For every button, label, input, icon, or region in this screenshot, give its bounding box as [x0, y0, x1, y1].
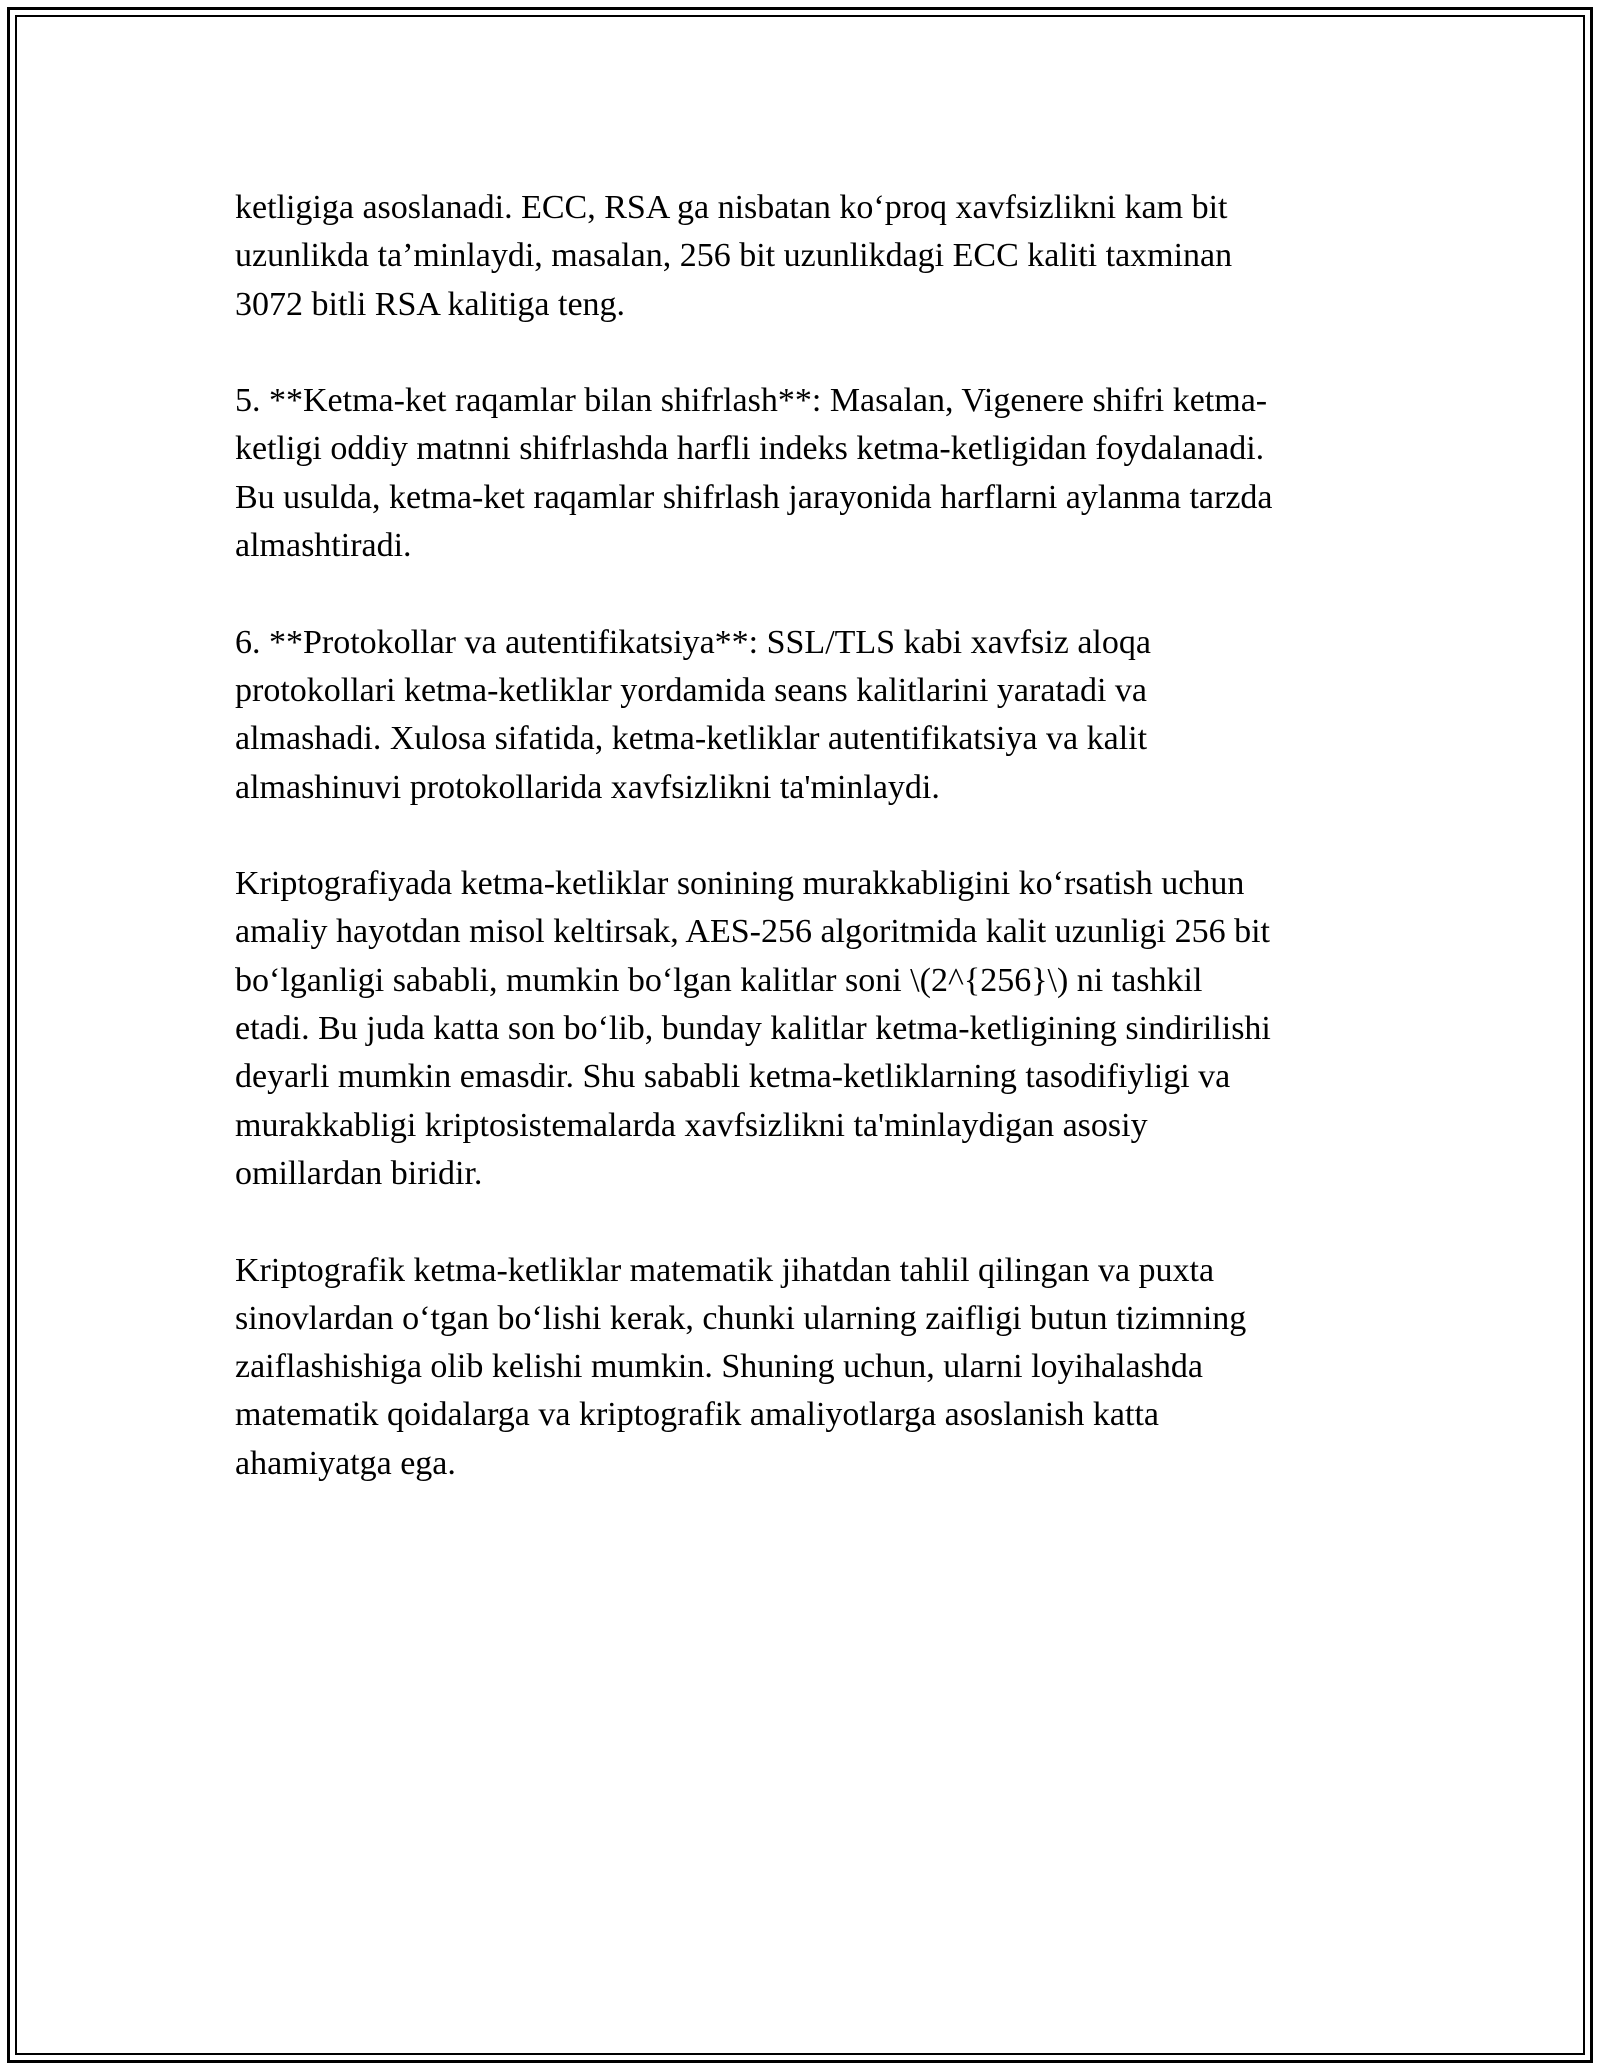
paragraph-sequence-encryption: 5. **Ketma-ket raqamlar bilan shifrlash**: Masalan, Vigenere shifri ketma- ketligi oddiy matnni shifrlashda harfli indeks ketma-ketligidan foydalanadi. Bu usulda, ketma-ket raqamlar shifrlash jarayonida harflarni aylanma tarzda almashtiradi. [235, 382, 1273, 565]
paragraph-aes-example: Kriptografiyada ketma-ketliklar sonining murakkabligini ko‘rsatish uchun amaliy hayotdan misol keltirsak, AES-256 algoritmida kalit uzunligi 256 bit bo‘lganligi sababli, mumkin bo‘lgan kalitlar soni \(2^{256}\) ni tashkil etadi. Bu juda katta son bo‘lib, bunday kalitlar ketma-ketligining sindirilishi deyarli mumkin emasdir. Shu sababli ketma-ketliklarning tasodifiyligi va murakkabligi kriptosistemalarda xavfsizlikni ta'minlaydigan asosiy omillardan biridir. [235, 865, 1271, 1192]
paragraph-ecc-continuation: ketligiga asoslanadi. ECC, RSA ga nisbatan ko‘proq xavfsizlikni kam bit uzunlikda ta’minlaydi, masalan, 256 bit uzunlikdagi ECC kaliti taxminan 3072 bitli RSA kalitiga teng. [235, 189, 1233, 323]
document-body [235, 184, 1370, 1536]
paragraph-protocols-authentication: 6. **Protokollar va autentifikatsiya**: SSL/TLS kabi xavfsiz aloqa protokollari ketma-ketliklar yordamida seans kalitlarini yaratadi va almashadi. Xulosa sifatida, ketma-ketliklar autentifikatsiya va kalit almashinuvi protokollarida xavfsizlikni ta'minlaydi. [235, 623, 1151, 806]
paragraph-conclusion: Kriptografik ketma-ketliklar matematik jihatdan tahlil qilingan va puxta sinovlardan o‘tgan bo‘lishi kerak, chunki ularning zaifligi butun tizimning zaiflashishiga olib kelishi mumkin. Shuning uchun, ularni loyihalashda matematik qoidalarga va kriptografik amaliyotlarga asoslanish katta ahamiyatga ega. [235, 1251, 1247, 1482]
